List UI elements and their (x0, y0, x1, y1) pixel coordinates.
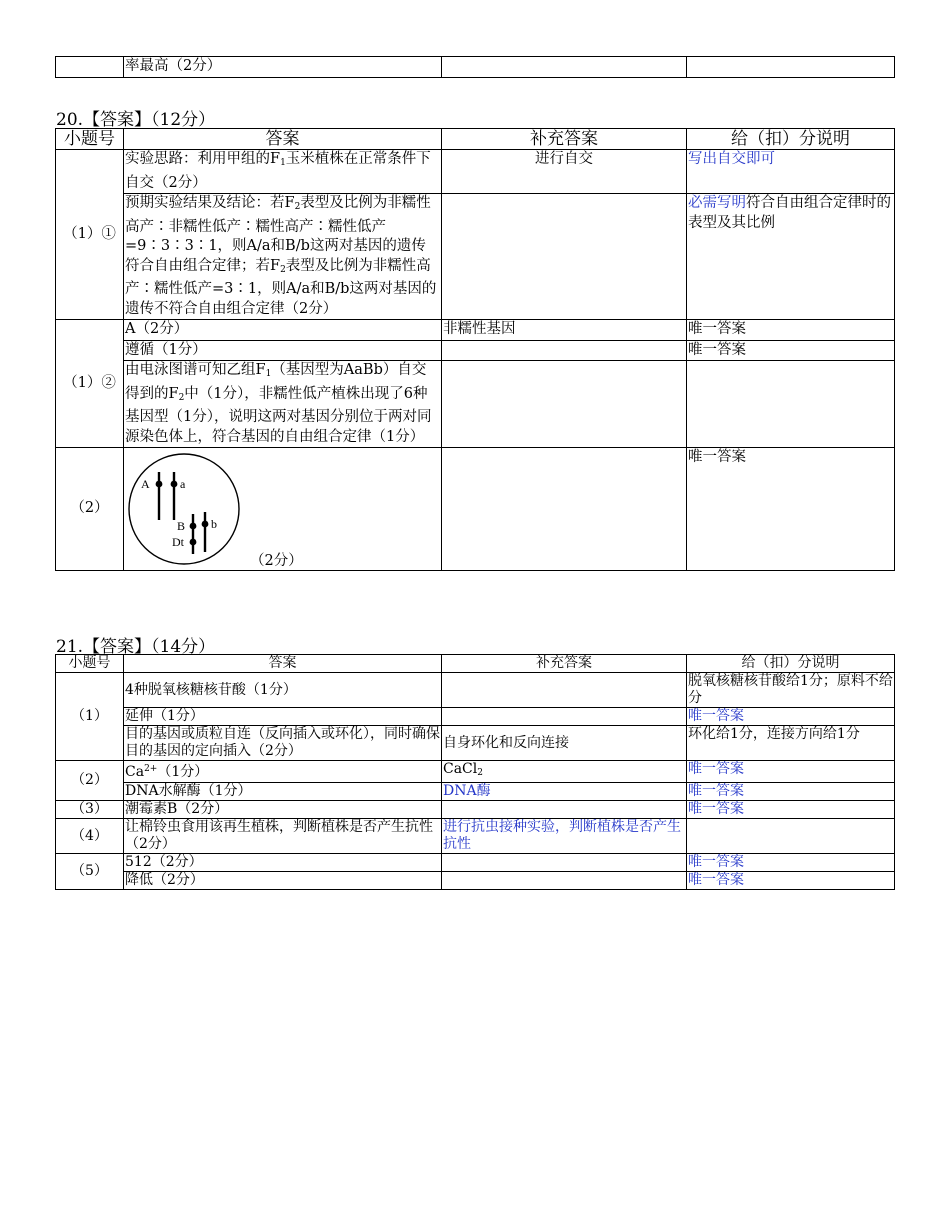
chromosome-diagram (125, 448, 440, 570)
table-row (56, 872, 895, 890)
question-number: （1）② (56, 320, 124, 448)
header-scoring: 给（扣）分说明 (687, 655, 895, 673)
header-supplement: 补充答案 (442, 655, 687, 673)
score-label: （2分） (250, 553, 303, 569)
table-row (56, 340, 895, 361)
scoring-note: 唯一答案 (687, 448, 895, 571)
q20-table (55, 128, 895, 571)
table-row (56, 819, 895, 854)
cell-diagram-icon (127, 450, 243, 566)
answer-cell: 预期实验结果及结论：若$F_2$表型及比例为非糯性高产∶非糯性低产∶糯性高产∶糯性低产=9∶3∶3∶1，则A/a和B/b这两对基因的遗传符合自由组合定律；若$F_2$表型及比例为非糯性高产∶糯性低产=3∶1，则A/a和B/b这两对基因的遗传不符合自由组合定律（2分） (124, 194, 442, 320)
header-scoring: 给（扣）分说明 (687, 129, 895, 150)
table-row (56, 150, 895, 194)
answer-cell: 目的基因或质粒自连（反向插入或环化），同时确保目的基因的定向插入（2分） (125, 726, 440, 759)
allele-label: Dt (172, 535, 184, 549)
supplement-cell: 进行自交 (442, 150, 687, 194)
scoring-note: 唯一答案 (687, 801, 895, 819)
header-answer: 答案 (124, 129, 442, 150)
table-row (56, 320, 895, 341)
question-number: （2） (56, 448, 124, 571)
q21-title: 21.【答案】（14分） (56, 637, 216, 657)
answer-cell: 让棉铃虫食用该再生植株，判断植株是否产生抗性（2分） (124, 819, 442, 854)
question-number: （2） (56, 761, 124, 801)
answer-cell: 由电泳图谱可知乙组$F_1$（基因型为AaBb）自交得到的$F_2$中（1分），非糯性低产植株出现了6种基因型（1分），说明这两对基因分别位于两对同源染色体上，符合基因的自由组合定律（1分） (124, 361, 442, 448)
answer-cell: 遵循（1分） (124, 340, 442, 361)
question-number: （1）① (56, 150, 124, 320)
answer-cell: $Ca^{2+}(1$分） (124, 761, 442, 783)
allele-label: B (177, 519, 186, 533)
supplement-cell: CaCl$_2$ (442, 761, 687, 783)
supplement-cell: 非糯性基因 (442, 320, 687, 341)
scoring-note: 写出自交即可 (687, 150, 895, 194)
question-number: （1） (56, 673, 124, 761)
table-header-row (56, 129, 895, 150)
scoring-note: 唯一答案 (687, 783, 895, 801)
header-answer: 答案 (124, 655, 442, 673)
table-row (56, 673, 895, 708)
scoring-note: 唯一答案 (687, 872, 895, 890)
scoring-note: 脱氧核糖核苷酸给1分；原料不给分 (688, 673, 893, 706)
scoring-note: 必需写明符合自由组合定律时的表型及其比例 (687, 194, 895, 320)
question-number: （5） (56, 854, 124, 890)
answer-cell: 实验思路：利用甲组的$F_1$玉米植株在正常条件下自交（2分） (124, 150, 442, 194)
supplement-cell: DNA酶 (442, 783, 687, 801)
supplement-cell: 进行抗虫接种实验，判断植株是否产生抗性 (442, 819, 687, 854)
table-row (56, 194, 895, 320)
question-number: （4） (56, 819, 124, 854)
answer-cell (124, 448, 442, 571)
allele-label: b (211, 517, 217, 531)
table-row (56, 854, 895, 872)
header-num: 小题号 (56, 129, 124, 150)
table-row (56, 783, 895, 801)
table-row (56, 57, 895, 78)
table-row (56, 448, 895, 571)
q21-table (55, 654, 895, 890)
supplement-cell: 自身环化和反向连接 (442, 726, 687, 761)
table-row (56, 726, 895, 761)
table-header-row (56, 655, 895, 673)
table-row (56, 801, 895, 819)
table-row (56, 761, 895, 783)
answer-cell: 降低（2分） (124, 872, 442, 890)
scoring-note: 唯一答案 (687, 708, 895, 726)
answer-cell: A（2分） (124, 320, 442, 341)
question-number: （3） (56, 801, 124, 819)
scoring-note: 唯一答案 (687, 320, 895, 341)
scoring-note: 环化给1分，连接方向给1分 (687, 726, 895, 761)
table-row (56, 361, 895, 448)
q20-title: 20.【答案】（12分） (56, 110, 216, 130)
answer-cell: 率最高（2分） (124, 57, 442, 78)
header-num: 小题号 (56, 655, 124, 673)
answer-cell: 延伸（1分） (124, 708, 442, 726)
top-fragment-table (55, 56, 895, 78)
scoring-note: 唯一答案 (687, 854, 895, 872)
scoring-note: 唯一答案 (687, 761, 895, 783)
answer-cell: 潮霉素B（2分） (124, 801, 442, 819)
allele-label: A (141, 477, 150, 491)
answer-cell: 512（2分） (124, 854, 442, 872)
answer-cell: 4种脱氧核糖核苷酸（1分） (124, 673, 442, 708)
scoring-note: 唯一答案 (687, 340, 895, 361)
answer-cell: DNA水解酶（1分） (124, 783, 442, 801)
allele-label: a (180, 477, 186, 491)
header-supplement: 补充答案 (442, 129, 687, 150)
table-row (56, 708, 895, 726)
